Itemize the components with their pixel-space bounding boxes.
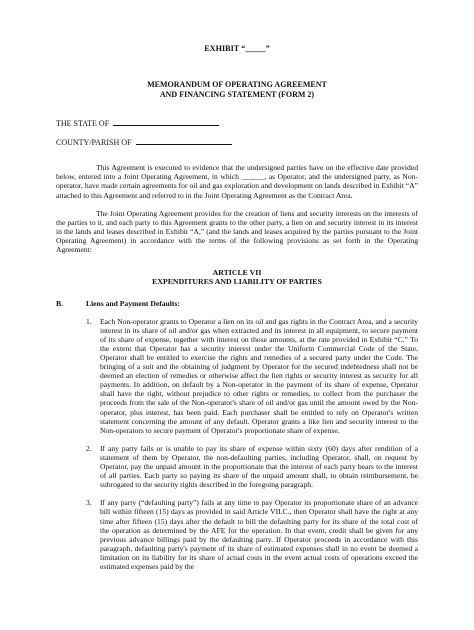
list-item (56, 498, 418, 571)
article-title: EXPENDITURES AND LIABILITY OF PARTIES (152, 277, 322, 287)
article-heading (56, 268, 418, 286)
list-item (56, 444, 418, 489)
county-field (56, 137, 418, 147)
intro-paragraph: This Agreement is executed to evidence that the undersigned parties have on the effective date provided below, entered into a Joint Operating Agreement, in which ______, as Operator, and the undersigned party, as Non-operator, have made certain agreements for oil and gas exploration and development on lands described in Exhibit “A” attached to this Agreement and referred to in the Joint Operating Agreement as the Contract Area. (56, 163, 418, 200)
list-item (56, 317, 418, 435)
document-title (56, 80, 418, 99)
lien-paragraph: The Joint Operating Agreement provides for the creation of liens and security interests on the interests of the parties to it, and each party to this Agreement grants to the other party, a lien on and security interest in its interest in the lands and leases described in Exhibit “A,” (and the lands and leases acquired by the parties pursuant to the Joint Operating Agreement) in accordance with the terms of the following provisions as set forth in the Operating Agreement: (56, 208, 418, 255)
section-letter: B. (56, 298, 63, 308)
item-text: If any party fails or is unable to pay its share of expense within sixty (60) days after rendition of a statement of them by Operator, the non-defaulting parties, including Operator, shall, on request by Operator, pay the unpaid amount in the proportionate that the interest of each party bears to the interest of all parties. Each party so paying its share of the unpaid amount shall, to obtain reimbursement, be subrogated to the security rights described in the foregoing paragraph. (100, 443, 418, 490)
item-text: Each Non-operator grants to Operator a lien on its oil and gas rights in the Contract Area, and a security interest in its share of oil and/or gas when extracted and its interest in all equipment, to secure payment of its share of expense, together with interest on those amounts, at the rate provided in Exhibit “C.” To the extent that Operator has a security interest under the Uniform Commercial Code of the State, Operator shall be entitled to exercise the rights and remedies of a secured party under the Code. The bringing of a suit and the obtaining of judgment by Operator for the secured indebtedness shall not be deemed an election of remedies or otherwise affect the lien rights or security interest as security for all payments. In addition, on default by a Non-operator in the payment of its share of expense, Operator shall have the right, without prejudice to other rights or remedies, to collect from the purchaser the proceeds from the sale of the Non-operator's share of oil and/or gas until the amount owed by the Non-operator, plus interest, has been paid. Each purchaser shall be entitled to rely on Operator's written statement concerning the amount of any default. Operator grants a like lien and security interest to the Non-operators to secure payment of Operator's proportionate share of expense. (100, 316, 418, 435)
title-line-1: MEMORANDUM OF OPERATING AGREEMENT (147, 80, 327, 90)
county-label: COUNTY/PARISH OF (56, 138, 132, 148)
section-heading (56, 299, 418, 308)
item-number: 2. (86, 443, 92, 453)
county-blank-line (136, 137, 232, 145)
item-number: 3. (86, 498, 92, 508)
state-label: THE STATE OF (56, 119, 110, 129)
state-blank-line (113, 118, 219, 126)
section-title: Liens and Payment Defaults: (86, 298, 180, 308)
item-text: If any party (“defaulting party”) fails at any time to pay Operator its proportionate share of an advance bill within fifteen (15) days as provided in said Article VII.C., then Operator shall have the right at any time after fifteen (15) days after the default to bill the defaulting party for its share of the total cost of the operation as determined by the AFE for the operation. In that event, credit shall be given for any previous advance billings paid by the defaulting party. If Operator proceeds in accordance with this paragraph, defaulting party's payment of its share of estimated expenses shall in no event be deemed a limitation on its liability for its share of actual costs in the event actual costs of operations exceed the estimated expenses paid by the (100, 498, 418, 571)
item-number: 1. (86, 316, 92, 326)
exhibit-heading: EXHIBIT “_____” (204, 44, 270, 53)
title-line-2: AND FINANCING STATEMENT (FORM 2) (159, 89, 315, 99)
state-field (56, 118, 418, 128)
article-number: ARTICLE VII (212, 268, 262, 278)
